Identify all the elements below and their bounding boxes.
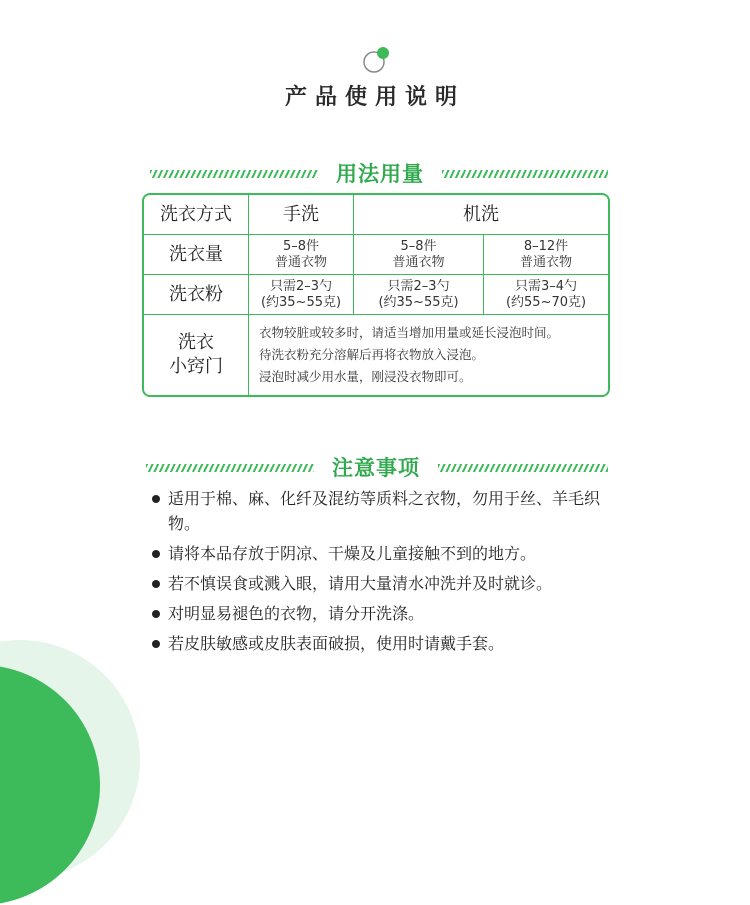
bullet-icon [152,610,160,618]
bullet-icon [152,550,160,558]
table-row [144,195,608,235]
brand-circle-icon [361,44,393,76]
load-count: 5–8件 [400,238,437,254]
bullet-icon [152,495,160,503]
powder-label-cell: 洗衣粉 [144,275,249,315]
tips-cell [249,315,608,395]
tips-label: 小窍门 [169,356,223,377]
usage-section-title: 用法用量 [336,162,424,186]
tips-label: 洗衣 [178,332,214,353]
bullet-icon [152,580,160,588]
usage-section-header [0,158,750,188]
load-count: 5–8件 [282,238,320,254]
powder-amount: 只需2–3勺 [269,278,333,294]
list-item [152,571,612,596]
powder-amount: 只需2–3勺 [387,278,450,294]
powder-weight: (约35~55克) [260,294,342,310]
powder-weight: (约35~55克) [378,294,459,310]
usage-table [142,193,610,397]
notice-text: 请将本品存放于阴凉、干燥及儿童接触不到的地方。 [168,544,537,563]
bullet-icon [152,640,160,648]
powder-amount: 只需3–4勺 [514,278,578,294]
load-type: 普通衣物 [519,254,572,270]
tip-line: 浸泡时减少用水量，刚浸没衣物即可。 [259,369,472,384]
tips-label-cell [144,315,249,395]
powder-cell [484,275,608,315]
decorative-stripe-right [438,464,608,472]
load-label-cell: 洗衣量 [144,235,249,275]
list-item [152,631,612,656]
notice-text: 若皮肤敏感或皮肤表面破损，使用时请戴手套。 [168,634,505,653]
notices-section-title: 注意事项 [332,456,420,480]
table-row [144,275,608,315]
page-title: 产品使用说明 [284,85,465,110]
tip-line: 衣物较脏或较多时，请适当增加用量或延长浸泡时间。 [259,325,560,340]
method-label-cell: 洗衣方式 [144,195,249,235]
list-item [152,601,612,626]
powder-cell [249,275,354,315]
machine-wash-header: 机洗 [354,195,608,235]
powder-cell [354,275,484,315]
load-cell [354,235,484,275]
load-count: 8–12件 [523,238,569,254]
notice-text: 对明显易褪色的衣物，请分开洗涤。 [168,604,425,623]
list-item [152,486,612,536]
notice-text: 若不慎误食或溅入眼，请用大量清水冲洗并及时就诊。 [168,574,553,593]
decorative-stripe-right [442,170,608,178]
tip-line: 待洗衣粉充分溶解后再将衣物放入浸泡。 [259,347,485,362]
table-row [144,235,608,275]
notices-list [152,486,612,661]
list-item [152,541,612,566]
table-row [144,315,608,395]
load-type: 普通衣物 [392,254,445,270]
load-type: 普通衣物 [274,254,327,270]
hand-wash-header: 手洗 [249,195,354,235]
powder-weight: (约55~70克) [505,294,587,310]
load-cell [249,235,354,275]
notices-section-header [0,452,750,482]
notice-text: 适用于棉、麻、化纤及混纺等质料之衣物，勿用于丝、羊毛织物。 [168,489,601,533]
load-cell [484,235,608,275]
